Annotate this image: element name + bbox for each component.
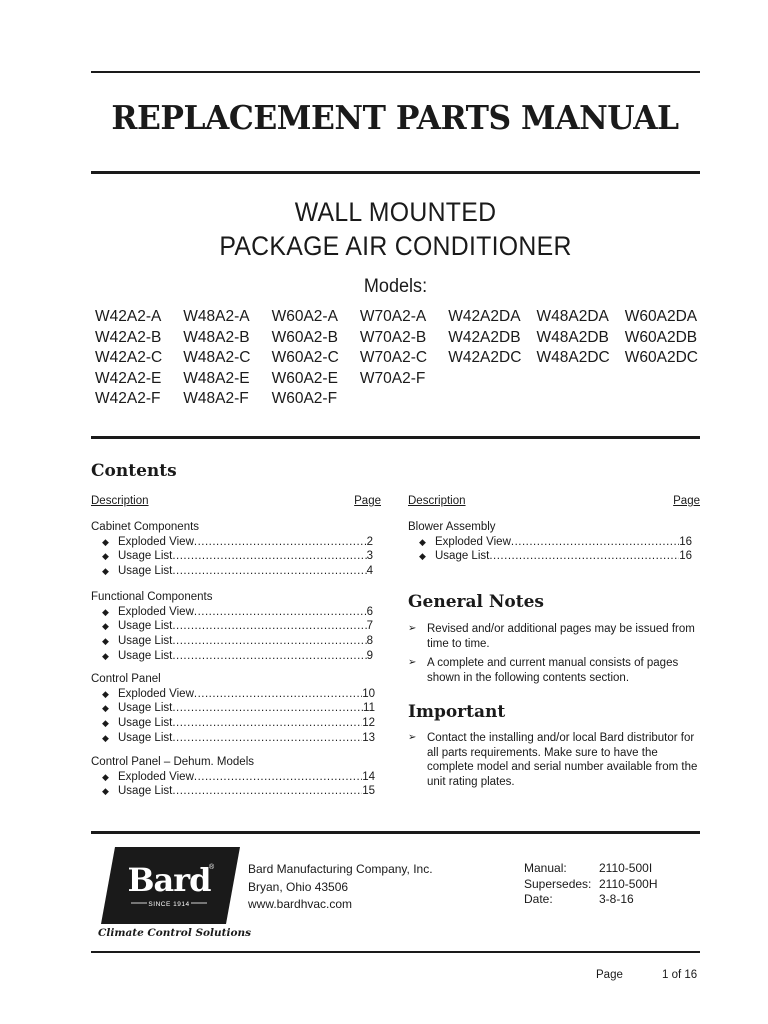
manual-info (524, 861, 658, 908)
dot-leader (194, 535, 367, 550)
toc-entry-page: 13 (362, 731, 375, 744)
contents-heading: Contents (91, 461, 177, 481)
model-row (95, 328, 715, 349)
model-number: W48A2DA (536, 308, 609, 325)
description-column-label: Description (91, 495, 149, 507)
diamond-bullet-icon: ◆ (102, 786, 109, 797)
toc-entry-page: 8 (366, 635, 373, 648)
model-number: W60A2-E (271, 369, 338, 387)
diamond-bullet-icon: ◆ (102, 732, 109, 743)
toc-entry-page: 16 (679, 535, 692, 548)
dot-leader (489, 549, 679, 564)
toc-entry[interactable] (91, 716, 375, 731)
dot-leader (172, 564, 366, 579)
toc-entry-page: 3 (366, 550, 373, 563)
model-row (95, 348, 715, 369)
company-name: Bard Manufacturing Company, Inc. (248, 862, 433, 876)
model-number (360, 389, 448, 410)
toc-entry-label: Usage List (118, 785, 173, 798)
date-value: 3-8-16 (599, 892, 634, 906)
toc-entry[interactable] (408, 535, 692, 550)
diamond-bullet-icon: ◆ (102, 606, 109, 617)
model-number (448, 389, 536, 410)
toc-group-title: Blower Assembly (408, 521, 496, 533)
dot-leader (194, 605, 367, 620)
model-number: W60A2DC (624, 349, 698, 366)
note-text: Revised and/or additional pages may be issued from time to time. (427, 623, 695, 650)
diamond-bullet-icon: ◆ (102, 636, 109, 647)
toc-entry[interactable] (91, 731, 375, 746)
model-number (625, 389, 713, 410)
dot-leader (194, 770, 362, 785)
arrow-bullet-icon: ➢ (408, 657, 417, 668)
arrow-bullet-icon: ➢ (408, 623, 417, 634)
model-number (536, 369, 624, 390)
note-text: A complete and current manual consists of pages shown in the following contents section. (427, 657, 679, 684)
general-notes-heading: General Notes (408, 592, 544, 612)
model-number: W60A2-A (271, 308, 338, 325)
toc-group-blower (408, 520, 692, 564)
toc-entry[interactable] (91, 687, 375, 702)
date-label: Date: (524, 892, 553, 906)
bard-logo (101, 847, 240, 924)
model-number: W48A2DC (536, 349, 610, 366)
toc-entry-page: 4 (366, 565, 373, 578)
footer-bottom-rule (91, 951, 700, 953)
page-label: Page (596, 969, 623, 981)
toc-entry[interactable] (91, 634, 373, 649)
general-notes-list (408, 622, 700, 690)
toc-entry-page: 7 (366, 620, 373, 633)
company-website[interactable]: www.bardhvac.com (248, 897, 353, 911)
note-item (408, 622, 700, 651)
description-column-label: Description (408, 495, 466, 507)
toc-entry[interactable] (91, 619, 373, 634)
page-number: 1 of 16 (662, 969, 698, 981)
toc-entry-label: Exploded View (118, 687, 194, 700)
models-rule (91, 436, 700, 439)
model-number: W48A2-A (183, 308, 250, 325)
toc-entry-page: 6 (366, 605, 373, 618)
note-item (408, 656, 700, 685)
page-column-label: Page (354, 495, 381, 507)
toc-entry-page: 9 (366, 649, 373, 662)
toc-entry-page: 2 (366, 535, 373, 548)
toc-group-functional (91, 590, 373, 664)
model-row (95, 389, 715, 410)
toc-entry[interactable] (91, 564, 373, 579)
logo-tagline: Climate Control Solutions (98, 927, 252, 939)
toc-group-control-panel-dehum (91, 755, 375, 799)
models-grid (95, 307, 715, 410)
model-row (95, 307, 715, 328)
note-item (408, 731, 698, 789)
toc-entry-page: 15 (362, 785, 375, 798)
diamond-bullet-icon: ◆ (102, 566, 109, 577)
model-number: W60A2DB (624, 328, 698, 346)
dot-leader (172, 716, 362, 731)
model-number: W42A2DB (448, 328, 521, 346)
diamond-bullet-icon: ◆ (419, 536, 426, 547)
logo-since: SINCE 1914 (148, 901, 190, 908)
footer-top-rule (91, 831, 700, 834)
toc-entry[interactable] (91, 701, 375, 716)
page-column-label: Page (673, 495, 700, 507)
diamond-bullet-icon: ◆ (419, 551, 426, 562)
toc-entry[interactable] (91, 784, 375, 799)
toc-entry-label: Exploded View (118, 535, 194, 548)
toc-entry[interactable] (408, 549, 692, 564)
diamond-bullet-icon: ◆ (102, 536, 109, 547)
model-number: W42A2-A (95, 308, 162, 325)
diamond-bullet-icon: ◆ (102, 551, 109, 562)
top-rule (91, 71, 700, 73)
model-number: W60A2-F (271, 390, 338, 407)
toc-entry[interactable] (91, 649, 373, 664)
dot-leader (172, 701, 363, 716)
diamond-bullet-icon: ◆ (102, 718, 109, 729)
model-number: W70A2-C (359, 349, 428, 366)
toc-group-title: Control Panel – Dehum. Models (91, 756, 254, 768)
supersedes-number: 2110-500H (599, 876, 658, 891)
dot-leader (172, 731, 362, 746)
model-number: W48A2-F (183, 390, 249, 407)
toc-entry-label: Usage List (118, 550, 173, 563)
toc-entry-label: Exploded View (118, 770, 194, 783)
model-number: W48A2DB (536, 328, 609, 346)
company-address: Bryan, Ohio 43506 (248, 879, 349, 894)
toc-entry-label: Usage List (118, 620, 173, 633)
diamond-bullet-icon: ◆ (102, 703, 109, 714)
contents-column-header-left (91, 495, 381, 511)
diamond-bullet-icon: ◆ (102, 688, 109, 699)
model-number: W60A2-B (271, 328, 338, 346)
model-number: W70A2-A (359, 308, 427, 325)
manual-number: 2110-500I (599, 861, 653, 875)
dot-leader (172, 549, 366, 564)
model-number: W42A2-B (95, 328, 162, 346)
toc-group-title: Cabinet Components (91, 521, 200, 533)
title-rule (91, 171, 700, 174)
toc-entry[interactable] (91, 605, 373, 620)
model-number: W70A2-F (359, 369, 426, 387)
arrow-bullet-icon: ➢ (408, 732, 417, 743)
product-subtitle-line1: WALL MOUNTED (294, 197, 497, 227)
note-text: Contact the installing and/or local Bard distributor for all parts requirements. Make sure to have the complete model and serial number available from the unit rating plates. (427, 732, 698, 788)
model-number: W42A2-E (95, 369, 162, 387)
model-number: W48A2-B (183, 328, 250, 346)
important-list (408, 731, 698, 794)
model-number: W42A2-C (95, 349, 163, 366)
model-number: W42A2DA (448, 308, 521, 325)
logo-brand: Bard (127, 861, 211, 899)
toc-entry-label: Usage List (435, 550, 490, 563)
toc-entry[interactable] (91, 770, 375, 785)
model-number: W60A2-C (271, 349, 339, 366)
toc-entry-page: 16 (679, 550, 692, 563)
toc-entry-page: 14 (362, 770, 375, 783)
diamond-bullet-icon: ◆ (102, 771, 109, 782)
toc-entry-label: Exploded View (118, 605, 194, 618)
page-footer (596, 969, 697, 981)
dot-leader (194, 687, 362, 702)
toc-entry-label: Usage List (118, 649, 173, 662)
toc-entry-page: 12 (362, 717, 375, 730)
toc-group-title: Control Panel (91, 673, 161, 685)
model-number: W48A2-C (183, 349, 251, 366)
company-info (248, 861, 433, 914)
dot-leader (511, 535, 679, 550)
toc-group-cabinet (91, 520, 373, 579)
toc-entry-label: Usage List (118, 717, 173, 730)
model-number: W60A2DA (624, 308, 698, 325)
model-number (625, 369, 713, 390)
manual-label: Manual: (524, 861, 567, 875)
model-number: W48A2-E (183, 369, 250, 387)
toc-entry-label: Usage List (118, 731, 173, 744)
toc-group-title: Functional Components (91, 591, 213, 603)
dot-leader (172, 634, 366, 649)
toc-entry-label: Usage List (118, 565, 173, 578)
toc-entry-label: Exploded View (435, 535, 511, 548)
dot-leader (172, 784, 362, 799)
diamond-bullet-icon: ◆ (102, 650, 109, 661)
dot-leader (172, 619, 366, 634)
model-number: W42A2-F (95, 390, 161, 407)
model-number (448, 369, 536, 390)
models-label: Models: (363, 276, 428, 297)
toc-entry-label: Usage List (118, 702, 173, 715)
toc-entry-page: 10 (362, 687, 375, 700)
toc-entry[interactable] (91, 549, 373, 564)
svg-text:®: ® (209, 864, 215, 871)
toc-group-control-panel (91, 672, 375, 746)
important-heading: Important (408, 702, 506, 722)
toc-entry[interactable] (91, 535, 373, 550)
supersedes-label: Supersedes: (524, 876, 592, 891)
model-number: W70A2-B (359, 328, 427, 346)
toc-entry-label: Usage List (118, 635, 173, 648)
model-row (95, 369, 715, 390)
model-number: W42A2DC (448, 349, 522, 366)
model-number (536, 389, 624, 410)
product-subtitle-line2: PACKAGE AIR CONDITIONER (219, 231, 572, 261)
dot-leader (172, 649, 366, 664)
toc-entry-page: 11 (363, 702, 375, 715)
contents-column-header-right (408, 495, 700, 511)
diamond-bullet-icon: ◆ (102, 621, 109, 632)
document-title: REPLACEMENT PARTS MANUAL (111, 98, 679, 137)
